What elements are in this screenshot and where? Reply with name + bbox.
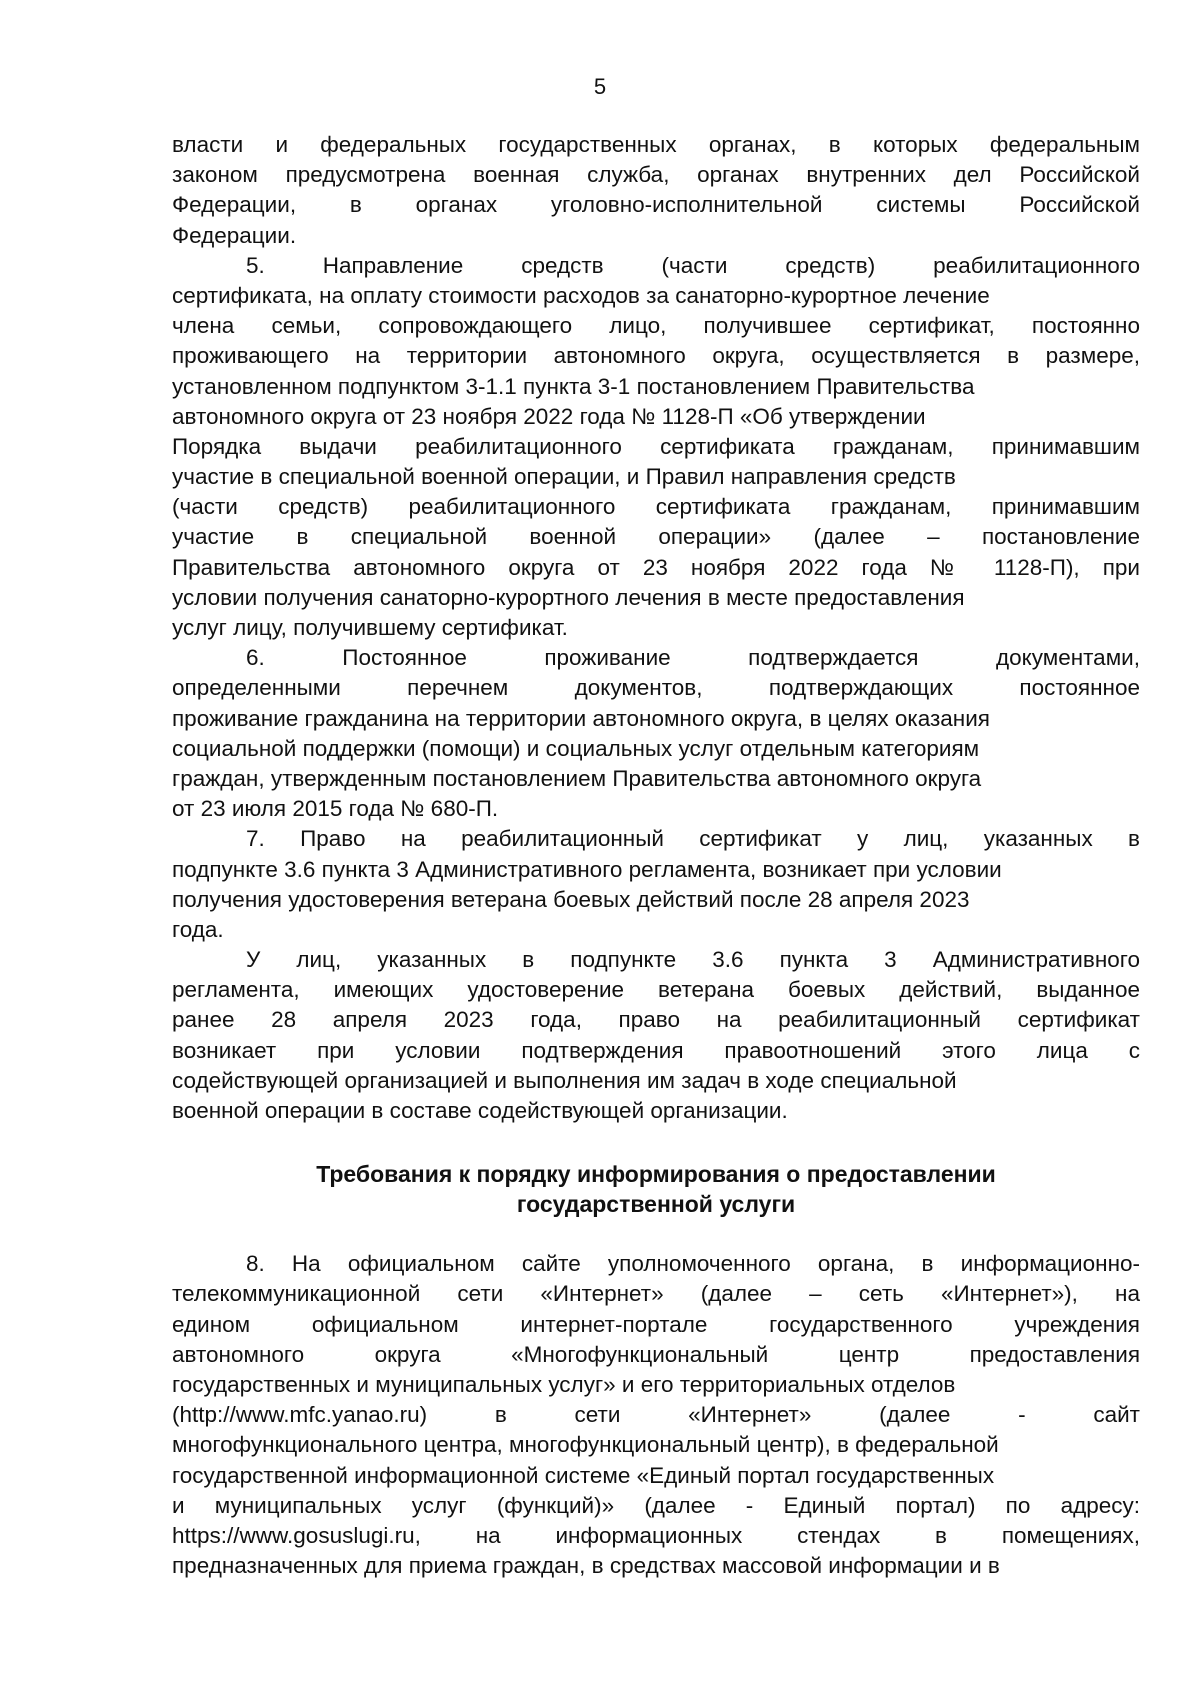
text-line: проживающего на территории автономного округа, осуществляется в размере, [172, 343, 1140, 369]
text-line: условии получения санаторно-курортного лечения в месте предоставления [172, 584, 965, 610]
page-number: 5 [593, 74, 607, 99]
text-line: государственных и муниципальных услуг» и его территориальных отделов [172, 1371, 956, 1397]
text-line: социальной поддержки (помощи) и социальных услуг отдельным категориям [172, 735, 980, 761]
text-line: Федерации. [172, 222, 297, 248]
text-line: Правительства автономного округа от 23 ноября 2022 года № 1128-П), при [172, 554, 1140, 580]
paragraph-continuation [172, 130, 1140, 251]
text-line: предназначенных для приема граждан, в средствах массовой информации и в [172, 1553, 1000, 1579]
text-line: Федерации, в органах уголовно-исполнительной системы Российской [172, 192, 1140, 218]
text-line: участие в специальной военной операции» (далее – постановление [172, 524, 1140, 550]
text-line: многофункционального центра, многофункциональный центр), в федеральной [172, 1432, 999, 1458]
text-line: 5. Направление средств (части средств) реабилитационного [246, 252, 1140, 278]
text-line: установленном подпунктом 3-1.1 пункта 3-1 постановлением Правительства [172, 373, 975, 399]
text-line: У лиц, указанных в подпункте 3.6 пункта 3 Административного [246, 947, 1140, 973]
text-line: государственной информационной системе «Единый портал государственных [172, 1462, 995, 1488]
text-line: члена семьи, сопровождающего лицо, получившее сертификат, постоянно [172, 313, 1140, 339]
text-line: (части средств) реабилитационного сертификата гражданам, принимавшим [172, 494, 1140, 520]
text-line: года. [172, 916, 224, 942]
text-line: и муниципальных услуг (функций)» (далее - Единый портал) по адресу: [172, 1492, 1140, 1518]
text-line: телекоммуникационной сети «Интернет» (далее – сеть «Интернет»), на [172, 1281, 1140, 1307]
text-line: возникает при условии подтверждения правоотношений этого лица с [172, 1037, 1140, 1063]
text-line: https://www.gosuslugi.ru, на информационных стендах в помещениях, [172, 1522, 1140, 1548]
text-line: услуг лицу, получившему сертификат. [172, 615, 568, 640]
text-line: определенными перечнем документов, подтверждающих постоянное [172, 675, 1140, 701]
text-line: получения удостоверения ветерана боевых действий после 28 апреля 2023 [172, 886, 970, 912]
text-line: граждан, утвержденным постановлением Правительства автономного округа [172, 765, 982, 791]
text-line: 7. Право на реабилитационный сертификат у лиц, указанных в [246, 826, 1140, 852]
text-line: регламента, имеющих удостоверение ветерана боевых действий, выданное [172, 977, 1140, 1003]
text-line: военной операции в составе содействующей организации. [172, 1098, 788, 1123]
document-body [172, 130, 1140, 1581]
text-line: 6. Постоянное проживание подтверждается документами, [246, 645, 1140, 671]
text-line: сертификата, на оплату стоимости расходов за санаторно-курортное лечение [172, 282, 990, 308]
text-line: автономного округа «Многофункциональный центр предоставления [172, 1341, 1140, 1367]
text-line: подпункте 3.6 пункта 3 Административного регламента, возникает при условии [172, 856, 1002, 882]
text-line: (http://www.mfc.yanao.ru) в сети «Интернет» (далее - сайт [172, 1402, 1140, 1428]
text-line: власти и федеральных государственных органах, в которых федеральным [172, 132, 1140, 157]
text-line: проживание гражданина на территории автономного округа, в целях оказания [172, 705, 990, 731]
text-line: ранее 28 апреля 2023 года, право на реабилитационный сертификат [172, 1007, 1140, 1033]
text-line: участие в специальной военной операции, и Правил направления средств [172, 464, 956, 490]
paragraph-8 [172, 1249, 1140, 1581]
paragraph-6 [172, 643, 1140, 824]
section-heading [172, 1159, 1140, 1219]
text-line: содействующей организацией и выполнения им задач в ходе специальной [172, 1067, 957, 1093]
spacer [172, 1126, 1140, 1159]
text-line: 8. На официальном сайте уполномоченного органа, в информационно- [246, 1251, 1140, 1277]
text-line: едином официальном интернет-портале государственного учреждения [172, 1311, 1140, 1337]
spacer [172, 1219, 1140, 1249]
text-line: автономного округа от 23 ноября 2022 года № 1128-П «Об утверждении [172, 403, 926, 429]
text-line: Порядка выдачи реабилитационного сертификата гражданам, принимавшим [172, 433, 1140, 459]
text-line: от 23 июля 2015 года № 680-П. [172, 796, 499, 822]
paragraph-7-continued [172, 945, 1140, 1126]
heading-line: государственной услуги [516, 1191, 796, 1218]
paragraph-5 [172, 251, 1140, 643]
heading-line: Требования к порядку информирования о предоставлении [316, 1161, 996, 1188]
paragraph-7 [172, 824, 1140, 945]
text-line: законом предусмотрена военная служба, органах внутренних дел Российской [172, 162, 1140, 188]
